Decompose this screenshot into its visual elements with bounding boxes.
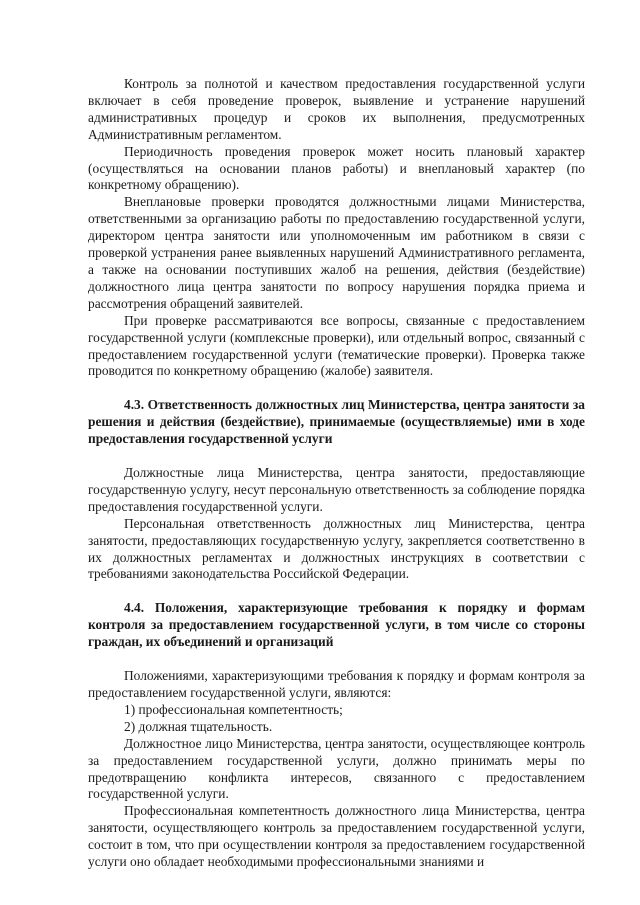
list-item: 1) профессиональная компетентность;	[124, 701, 343, 717]
paragraph: Должностное лицо Министерства, центра занятости, осуществляющее контроль за предоставлением государственной услуги, должно принимать меры по предотвращению конфликта интересов, связанного с предоставлением государственной услуги.	[88, 735, 585, 802]
paragraph: Внеплановые проверки проводятся должностными лицами Министерства, ответственными за организацию работы по предоставлению государственной услуги, директором центра занятости или уполномоченным им работником в связи с проверкой устранения ранее выявленных нарушений Административного регламента, а также на основании поступивших жалоб на решения, действия (бездействие) должностного лица центра занятости по вопросу нарушения порядка приема и рассмотрения обращений заявителей.	[88, 194, 585, 311]
paragraph: Должностные лица Министерства, центра занятости, предоставляющие государственную услугу, несут персональную ответственность за соблюдение порядка предоставления государственной услуги.	[88, 465, 585, 514]
paragraph: При проверке рассматриваются все вопросы, связанные с предоставлением государственной услуги (комплексные проверки), или отдельный вопрос, связанный с предоставлением государственной услуги (тематические проверки). Проверка также проводится по конкретному обращению (жалобе) заявителя.	[88, 312, 585, 379]
section-heading-4-4: 4.4. Положения, характеризующие требования к порядку и формам контроля за предоставлением государственной услуги, в том числе со стороны граждан, их объединений и организаций	[88, 600, 585, 650]
section-heading-4-3: 4.3. Ответственность должностных лиц Министерства, центра занятости за решения и действия (бездействие), принимаемые (осуществляемые) ими в ходе предоставления государственной услуги	[88, 397, 585, 447]
paragraph: Контроль за полнотой и качеством предоставления государственной услуги включает в себя проведение проверок, выявление и устранение нарушений административных процедур и сроков их выполнения, предусмотренных Административным регламентом.	[88, 76, 585, 142]
paragraph: Профессиональная компетентность должностного лица Министерства, центра занятости, осуществляющего контроль за предоставлением государственной услуги, состоит в том, что при осуществлении контроля за предоставлением государственной услуги оно обладает необходимыми профессиональными знаниями и	[88, 803, 585, 870]
paragraph: Положениями, характеризующими требования к порядку и формам контроля за предоставлением государственной услуги, являются:	[88, 668, 585, 700]
paragraph: Периодичность проведения проверок может носить плановый характер (осуществляться на основании планов работы) и внеплановый характер (по конкретному обращению).	[88, 143, 585, 193]
list-item: 2) должная тщательность.	[124, 718, 273, 734]
document-page	[88, 76, 585, 871]
paragraph: Персональная ответственность должностных лиц Министерства, центра занятости, предоставляющих государственную услугу, закрепляется соответственно в их должностных регламентах и должностных инструкциях в соответствии с требованиями законодательства Российской Федерации.	[88, 515, 585, 582]
